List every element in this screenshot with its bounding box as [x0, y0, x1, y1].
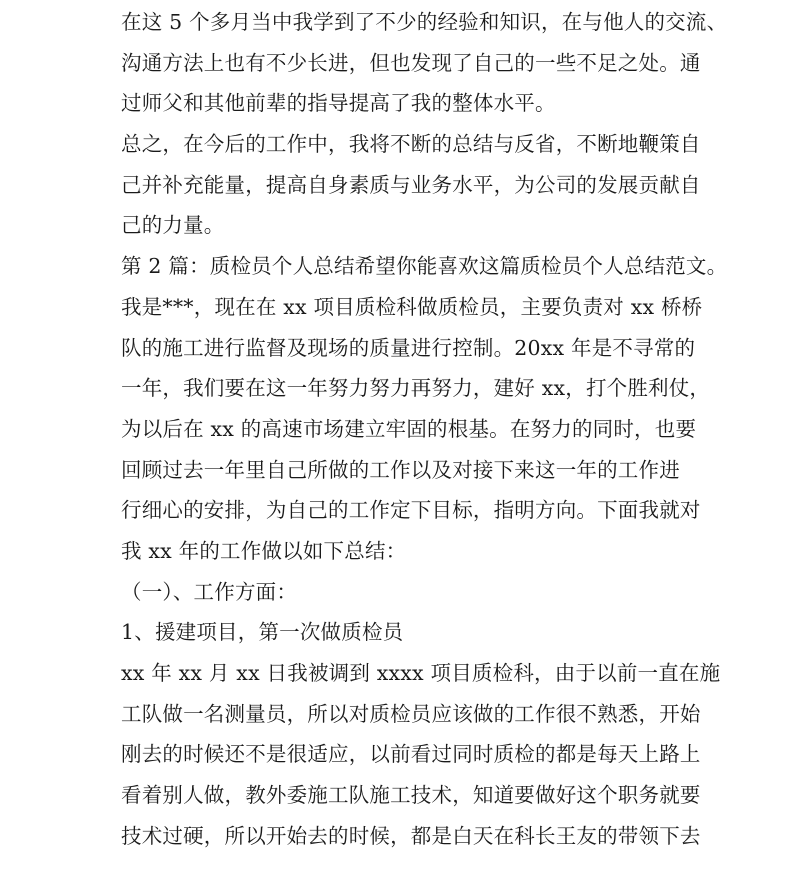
document-body: [121, 2, 728, 856]
text-line: xx 年 xx 月 xx 日我被调到 xxxx 项目质检科，由于以前一直在施: [121, 661, 721, 685]
text-line: 看着别人做，教外委施工队施工技术，知道要做好这个职务就要: [121, 783, 701, 808]
text-line: 在这 5 个多月当中我学到了不少的经验和知识，在与他人的交流、: [121, 10, 728, 34]
text-line: 己并补充能量，提高自身素质与业务水平，为公司的发展贡献自: [121, 172, 701, 197]
text-line: 刚去的时候还不是很适应，以前看过同时质检的都是每天上路上: [121, 742, 701, 767]
text-line: 沟通方法上也有不少长进，但也发现了自己的一些不足之处。通: [121, 50, 701, 75]
text-line: 我是***，现在在 xx 项目质检科做质检员，主要负责对 xx 桥桥: [121, 294, 703, 319]
text-line: 过师父和其他前辈的指导提高了我的整体水平。: [121, 91, 556, 116]
text-line: 我 xx 年的工作做以如下总结：: [121, 538, 407, 563]
text-line: 一年，我们要在这一年努力努力再努力，建好 xx，打个胜利仗，: [121, 376, 711, 401]
text-line: 为以后在 xx 的高速市场建立牢固的根基。在努力的同时，也要: [121, 416, 697, 441]
text-line: 行细心的安排，为自己的工作定下目标，指明方向。下面我就对: [121, 498, 701, 523]
text-line: 己的力量。: [121, 213, 225, 238]
text-line: 队的施工进行监督及现场的质量进行控制。20xx 年是不寻常的: [121, 335, 696, 360]
section-heading: 第 2 篇：质检员个人总结希望你能喜欢这篇质检员个人总结范文。: [121, 254, 728, 279]
subsection-heading: 1、援建项目，第一次做质检员: [121, 620, 404, 645]
subsection-heading: （一）、工作方面：: [121, 579, 298, 604]
text-line: 技术过硬，所以开始去的时候，都是白天在科长王友的带领下去: [121, 823, 701, 848]
text-line: 总之，在今后的工作中，我将不断的总结与反省，不断地鞭策自: [121, 132, 701, 157]
text-line: 工队做一名测量员，所以对质检员应该做的工作很不熟悉，开始: [121, 701, 701, 726]
text-line: 回顾过去一年里自己所做的工作以及对接下来这一年的工作进: [121, 457, 680, 482]
